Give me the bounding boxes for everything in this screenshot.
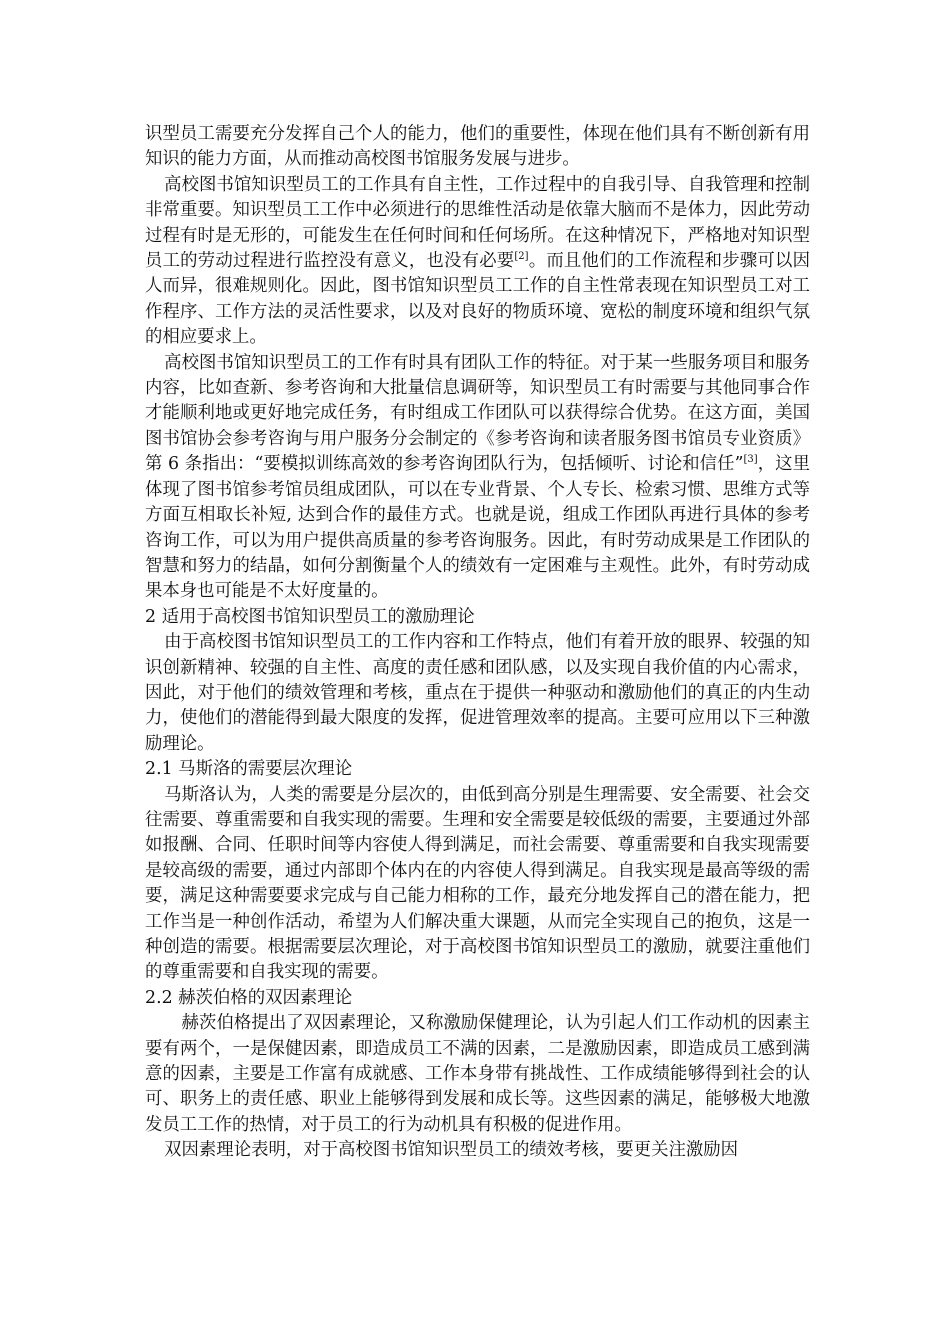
- document-page: [145, 122, 810, 1164]
- paragraph-maslow: 马斯洛认为，人类的需要是分层次的，由低到高分别是生理需要、安全需要、社会交往需要、尊重需要和自我实现的需要。生理和安全需要是较低级的需要，主要通过外部如报酬、合同、任职时间等内容使人得到满足，而社会需要、尊重需要和自我实现需要是较高级的需要，通过内部即个体内在的内容使人得到满足。自我实现是最高等级的需要，满足这种需要要求完成与自己能力相称的工作，最充分地发挥自己的潜在能力，把工作当是一种创作活动，希望为人们解决重大课题，从而完全实现自己的抱负，这是一种创造的需要。根据需要层次理论，对于高校图书馆知识型员工的激励，就要注重他们的尊重需要和自我实现的需要。: [145, 784, 810, 983]
- paragraph-teamwork-text-b: ，这里体现了图书馆参考馆员组成团队，可以在专业背景、个人专长、检索习惯、思维方式等方面互相取长补短, 达到合作的最佳方式。也就是说，组成工作团队再进行具体的参考咨询工作，可以为用户提供高质量的参考咨询服务。因此，有时劳动成果是工作团队的智慧和努力的结晶，如何分割衡量个人的绩效有一定困难与主观性。此外，有时劳动成果本身也可能是不太好度量的。: [145, 454, 810, 602]
- section-heading-2: 2 适用于高校图书馆知识型员工的激励理论: [145, 606, 475, 627]
- paragraph-two-factor-conclusion: 双因素理论表明，对于高校图书馆知识型员工的绩效考核，要更关注激励因: [164, 1140, 739, 1161]
- paragraph-continuation: 识型员工需要充分发挥自己个人的能力，他们的重要性，体现在他们具有不断创新有用知识的能力方面，从而推动高校图书馆服务发展与进步。: [145, 124, 810, 170]
- paragraph-motivation-intro: 由于高校图书馆知识型员工的工作内容和工作特点，他们有着开放的眼界、较强的知识创新精神、较强的自主性、高度的责任感和团队感，以及实现自我价值的内心需求，因此，对于他们的绩效管理和考核，重点在于提供一种驱动和激励他们的真正的内生动力，使他们的潜能得到最大限度的发挥，促进管理效率的提高。主要可应用以下三种激励理论。: [145, 632, 810, 754]
- paragraph-teamwork: [145, 351, 810, 605]
- citation-ref-2: [2]: [514, 251, 529, 263]
- section-heading-2-1: 2.1 马斯洛的需要层次理论: [145, 759, 353, 780]
- paragraph-autonomy: [145, 173, 810, 351]
- citation-ref-3: [3]: [743, 454, 758, 466]
- section-heading-2-2: 2.2 赫茨伯格的双因素理论: [145, 987, 353, 1008]
- paragraph-herzberg: 赫茨伯格提出了双因素理论，又称激励保健理论，认为引起人们工作动机的因素主要有两个，一是保健因素，即造成员工不满的因素，二是激励因素，即造成员工感到满意的因素，主要是工作富有成就感、工作本身带有挑战性、工作成绩能够得到社会的认可、职务上的责任感、职业上能够得到发展和成长等。这些因素的满足，能够极大地激发员工工作的热情，对于员工的行为动机具有积极的促进作用。: [145, 1013, 810, 1135]
- paragraph-teamwork-text-a: 高校图书馆知识型员工的工作有时具有团队工作的特征。对于某一些服务项目和服务内容，比如查新、参考咨询和大批量信息调研等，知识型员工有时需要与其他同事合作才能顺利地或更好地完成任务，有时组成工作团队可以获得综合优势。在这方面，美国图书馆协会参考咨询与用户服务分会制定的《参考咨询和读者服务图书馆员专业资质》第 6 条指出：“要模拟训练高效的参考咨询团队行为，包括倾听、讨论和信任”: [145, 352, 810, 475]
- paragraph-autonomy-text-b: 。而且他们的工作流程和步骤可以因人而异，很难规则化。因此，图书馆知识型员工工作的自主性常表现在知识型员工对工作程序、工作方法的灵活性要求，以及对良好的物质环境、宽松的制度环境和组织气氛的相应要求上。: [145, 251, 810, 348]
- paragraph-autonomy-text-a: 高校图书馆知识型员工的工作具有自主性，工作过程中的自我引导、自我管理和控制非常重要。知识型员工工作中必须进行的思维性活动是依靠大脑而不是体力，因此劳动过程有时是无形的，可能发生在任何时间和任何场所。在这种情况下，严格地对知识型员工的劳动过程进行监控没有意义，也没有必要: [145, 174, 810, 272]
